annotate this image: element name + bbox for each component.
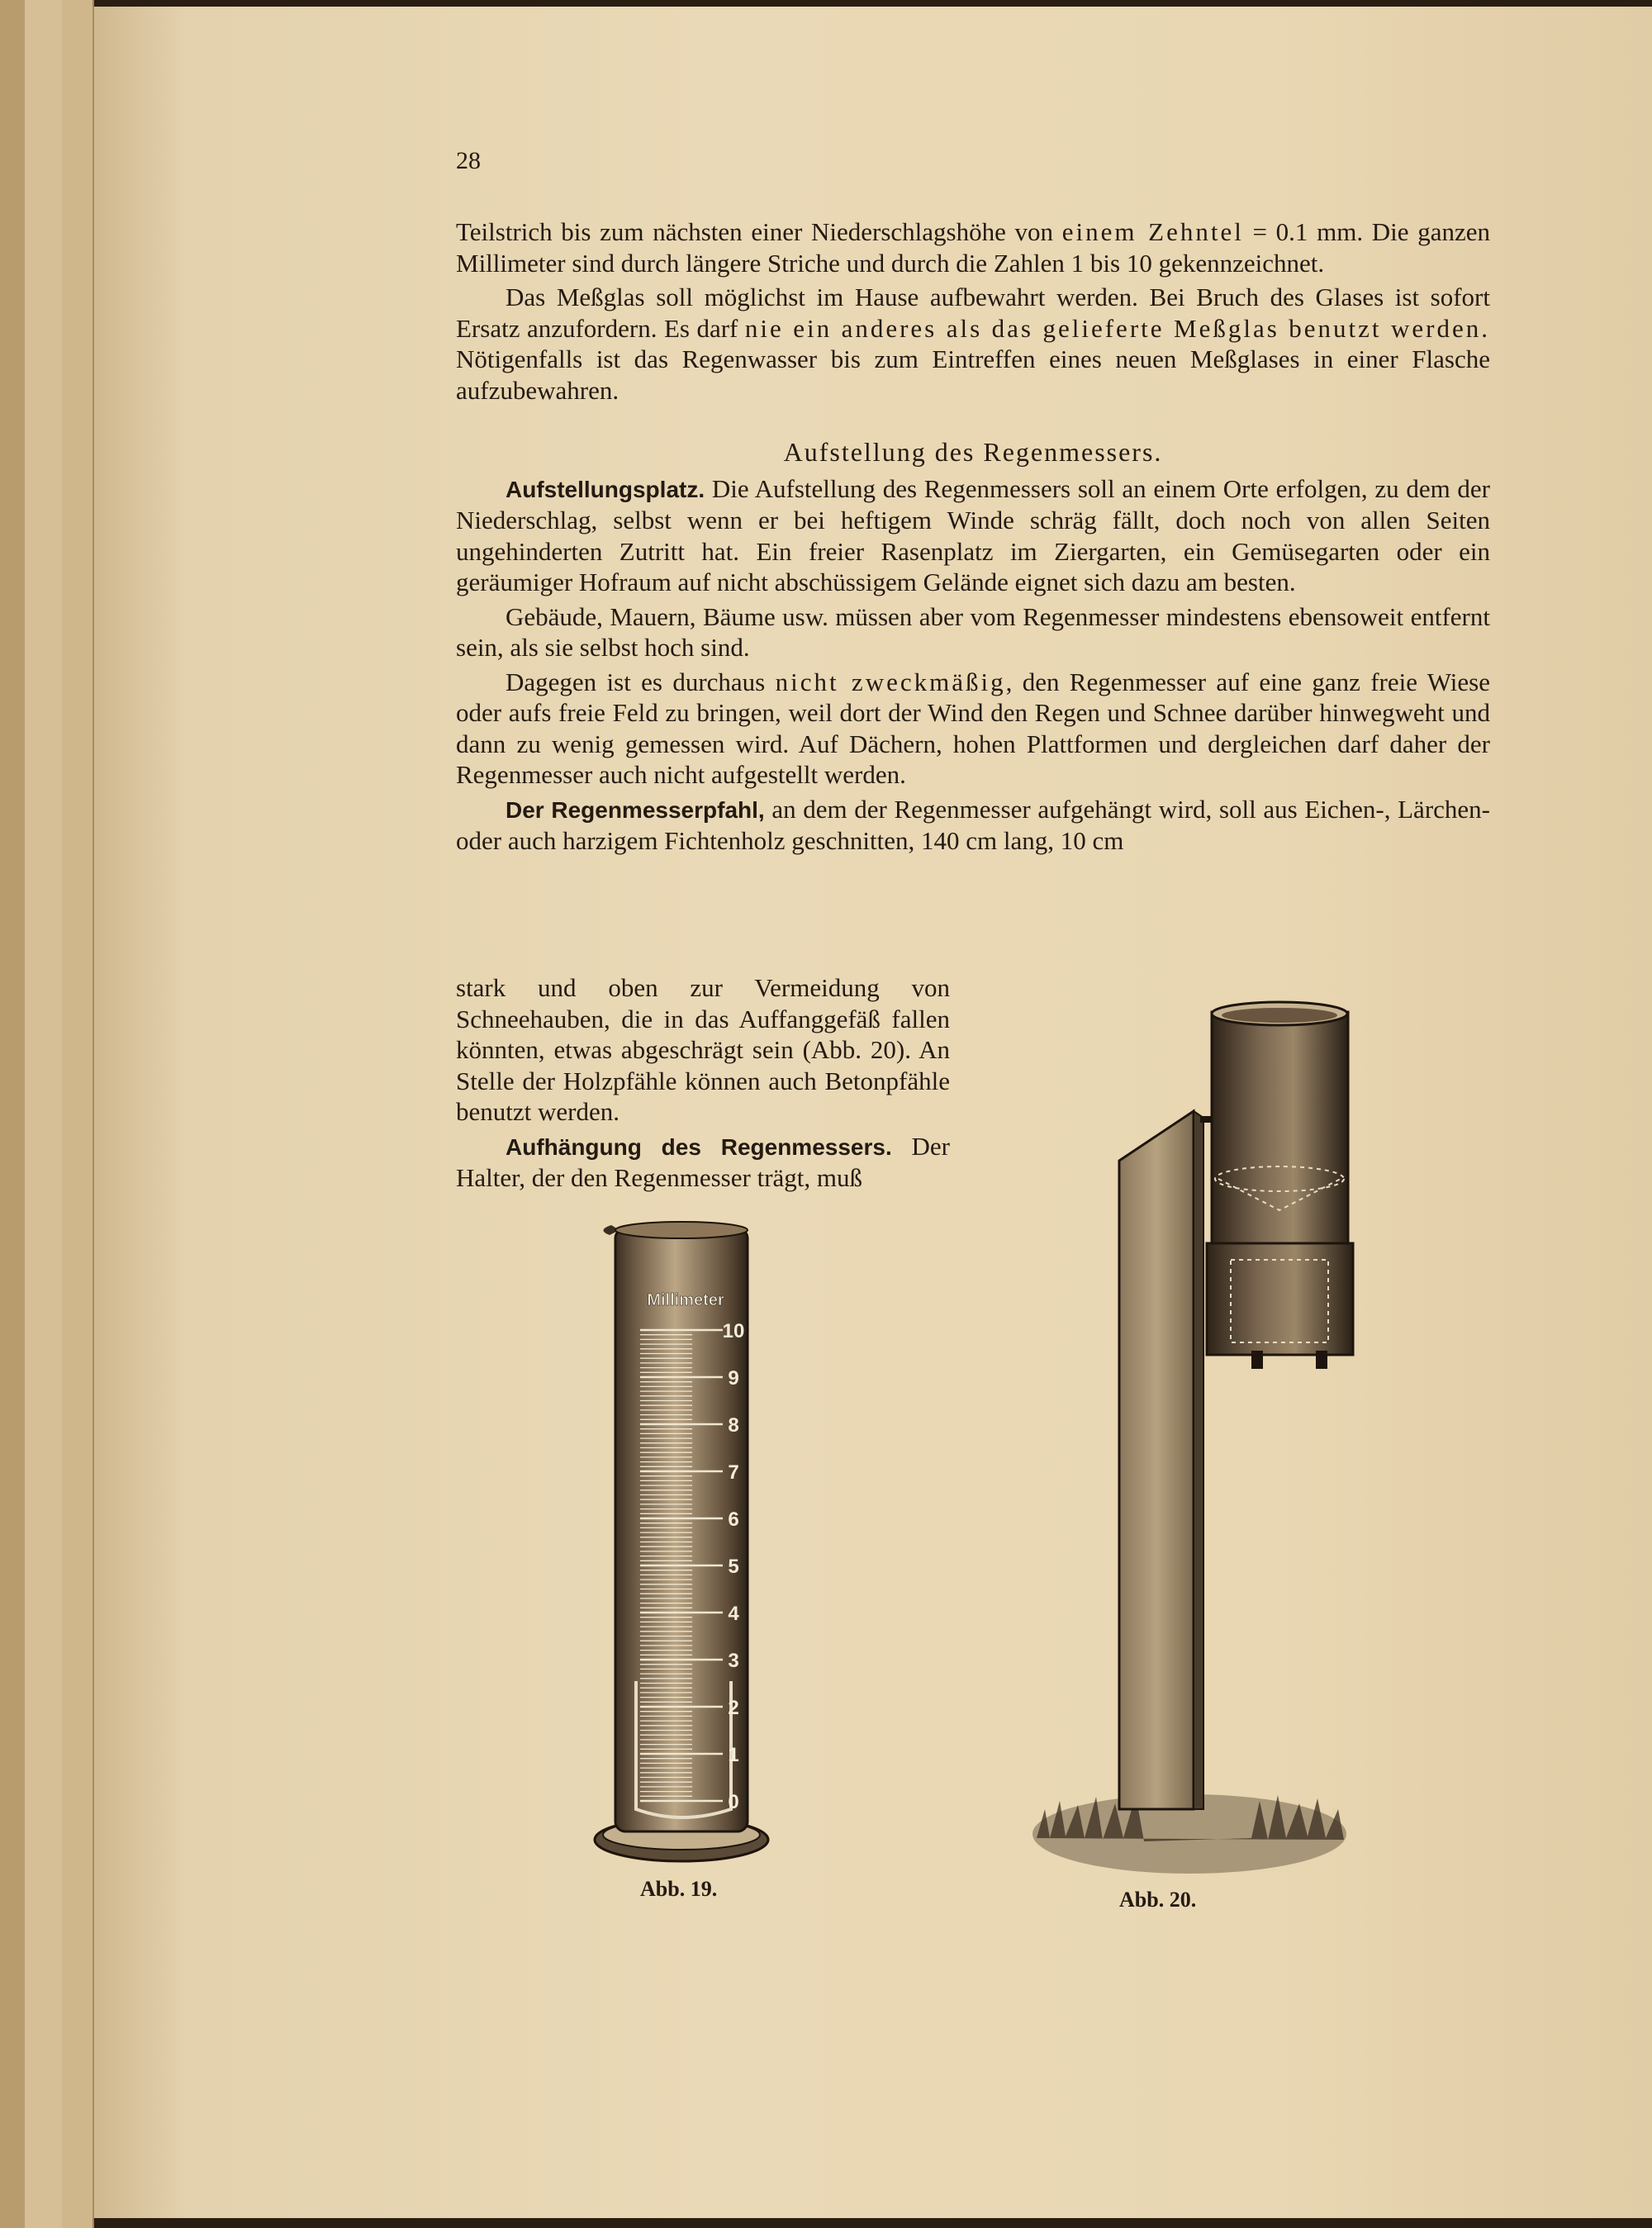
scale-number: 5 <box>728 1556 739 1578</box>
page-number: 28 <box>456 147 481 174</box>
glass-label: Millimeter <box>647 1291 724 1309</box>
caption-abb-20: Abb. 20. <box>1119 1888 1197 1912</box>
section-heading: Aufstellung des Regenmessers. <box>783 437 1163 467</box>
paragraph-1: Teilstrich bis zum nächsten einer Niederschlagshöhe von einem Zehntel = 0.1 mm. Die ganzen Millimeter sind durch längere Striche und durch die Zahlen 1 bis 10 gekennzeichnet. <box>456 217 1490 278</box>
caption-abb-19: Abb. 19. <box>640 1877 718 1901</box>
page-edge-2 <box>25 0 64 2228</box>
scale-number: 1 <box>728 1744 739 1766</box>
paragraph-3: Aufstellungsplatz. Die Aufstellung des Regenmessers soll an einem Orte erfolgen, zu dem der Niederschlag, selbst wenn er bei heftigem Winde schräg fällt, doch noch von allen Seiten ungehinderten Zutritt hat. Ein freier Rasenplatz im Ziergarten, ein Gemüsegarten oder ein geräumiger Hofraum auf nicht abschüssigem Gelände eignet sich dazu am besten. <box>456 473 1490 596</box>
figure-rain-gauge-post <box>1020 995 1359 1879</box>
paragraph-5: Dagegen ist es durchaus nicht zweckmäßig, den Regenmesser auf eine ganz freie Wiese oder aufs freie Feld zu bringen, weil dort der Wind den Regen und Schnee darüber hinwegweht und dann zu wenig gemessen wird. Auf Dächern, hohen Plattformen und dergleichen darf daher der Regenmesser auch nicht aufgestellt werden. <box>456 667 1491 789</box>
scale-number: 9 <box>728 1367 739 1390</box>
scale-number: 4 <box>728 1603 739 1625</box>
paragraph-2: Das Meßglas soll möglichst im Hause aufbewahrt werden. Bei Bruch des Glases ist sofort Ersatz anzufordern. Es darf nie ein anderes als das gelieferte Meßglas benutzt werden. Nötigenfalls ist das Regenwasser bis zum Eintreffen eines neuen Meßglases in einer Flasche aufzubewahren. <box>456 283 1490 405</box>
figure-measuring-glass <box>578 1219 785 1879</box>
scale-number: 10 <box>722 1320 745 1342</box>
gauge-cylinder-upper <box>1212 1012 1348 1243</box>
paragraph-7: Aufhängung des Regenmessers. Der Halter, der den Regenmesser trägt, muß <box>456 1131 950 1192</box>
scale-number: 6 <box>728 1508 739 1531</box>
scale-number: 3 <box>728 1650 739 1672</box>
paragraph-6: Der Regenmesserpfahl, an dem der Regenmesser aufgehängt wird, soll aus Eichen-, Lärchen- oder auch harzigem Fichtenholz geschnitten, 140 cm lang, 10 cm <box>456 794 1490 855</box>
scale-number: 7 <box>728 1461 739 1484</box>
scale-number: 8 <box>728 1414 739 1437</box>
main-text <box>456 216 1490 857</box>
paragraph-4: Gebäude, Mauern, Bäume usw. müssen aber vom Regenmesser mindestens ebensoweit entfernt sein, als sie selbst hoch sind. <box>456 601 1490 662</box>
post <box>1119 1111 1194 1809</box>
paragraph-6-continued: stark und oben zur Vermeidung von Schneehauben, die in das Auffanggefäß fallen könnten, etwas abgeschrägt sein (Abb. 20). An Stelle der Holzpfähle können auch Betonpfähle benutzt werden. <box>456 973 950 1126</box>
scale-number: 2 <box>728 1697 739 1719</box>
page-edge-3 <box>62 0 94 2228</box>
narrow-text-column <box>456 972 950 1194</box>
scale-number: 0 <box>728 1791 739 1813</box>
page-edge-1 <box>0 0 26 2228</box>
gauge-cylinder-lower <box>1207 1243 1353 1355</box>
